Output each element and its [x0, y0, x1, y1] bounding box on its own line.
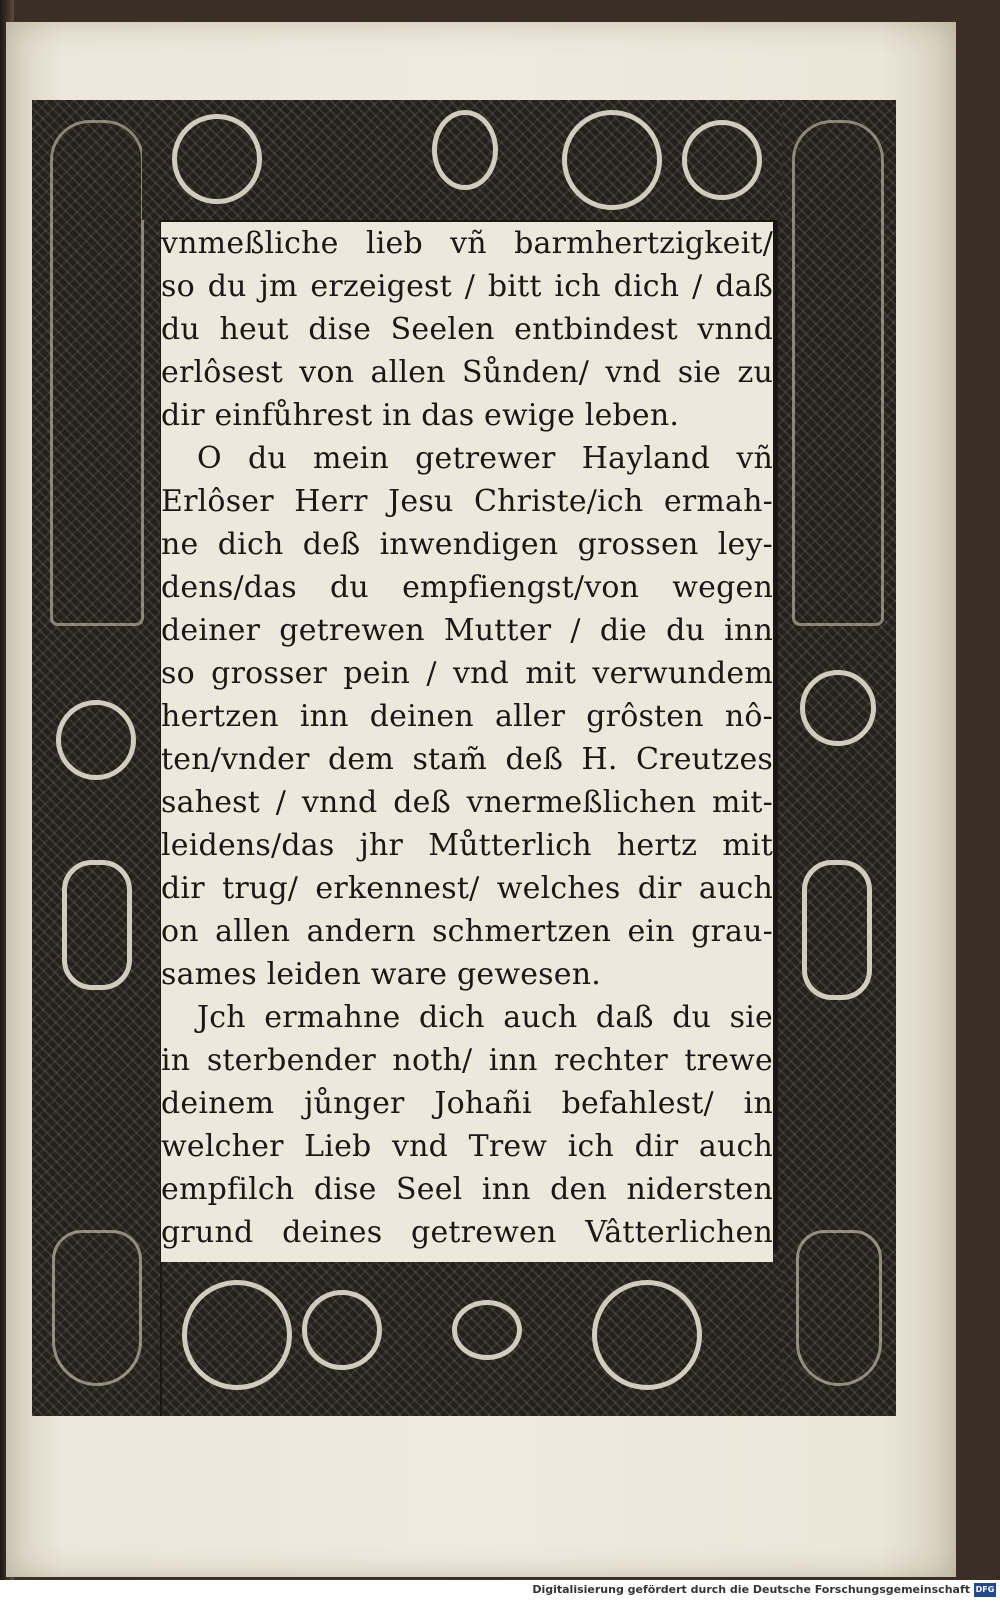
scroll-ornament	[802, 860, 872, 1000]
text-line: vnmeßliche lieb vñ barmhertzigkeit/	[161, 226, 773, 261]
basket-ornament	[452, 1300, 522, 1360]
text-line: dens/das du empfiengst/von wegen	[161, 570, 773, 605]
vase-ornament-left	[52, 1230, 142, 1386]
face-mask-ornament	[432, 110, 498, 190]
text-line: du heut dise Seelen entbindest vnnd	[161, 312, 773, 347]
text-line: ne dich deß inwendigen grossen ley-	[161, 527, 773, 562]
text-line: Erlôser Herr Jesu Christe/ich ermah-	[161, 484, 773, 519]
scroll-ornament	[302, 1290, 382, 1370]
scroll-ornament	[172, 114, 262, 204]
text-line: dir trug/ erkennest/ welches dir auch	[161, 871, 773, 906]
text-line: leidens/das jhr Můtterlich hertz mit	[161, 828, 773, 863]
scroll-ornament	[56, 700, 136, 780]
right-border-panel	[778, 100, 896, 1416]
funding-credit: Digitalisierung gefördert durch die Deutsche Forschungsgemeinschaft	[532, 1583, 970, 1596]
left-border-panel	[32, 100, 160, 1416]
text-line: grund deines getrewen Vâtterlichen	[161, 1215, 773, 1250]
text-line: in sterbender noth/ inn rechter trewe	[161, 1043, 773, 1078]
book-page	[6, 22, 956, 1577]
text-line: on allen andern schmertzen ein grau-	[161, 914, 773, 949]
text-line: dir einfůhrest in das ewige leben.	[161, 398, 680, 433]
text-line: Jch ermahne dich auch daß du sie	[197, 1000, 773, 1035]
top-border-band	[142, 100, 782, 220]
text-line: erlôsest von allen Sůnden/ vnd sie zu	[161, 355, 773, 390]
dfg-logo: DFG	[974, 1583, 996, 1597]
scroll-ornament	[562, 110, 662, 210]
scroll-ornament	[62, 860, 132, 990]
text-line: hertzen inn deinen aller grôsten nô-	[161, 699, 773, 734]
scroll-ornament	[682, 120, 762, 200]
text-line: deinem jůnger Johañi befahlest/ in	[161, 1086, 773, 1121]
text-line: so grosser pein / vnd mit verwundem	[161, 656, 773, 691]
vase-ornament-right	[796, 1230, 882, 1386]
scroll-ornament	[182, 1280, 292, 1390]
digitization-footer	[0, 1580, 1000, 1602]
scroll-ornament	[800, 670, 876, 746]
text-line: deiner getrewen Mutter / die du inn	[161, 613, 773, 648]
scroll-ornament	[592, 1280, 702, 1390]
text-line: O du mein getrewer Hayland vñ	[197, 441, 773, 476]
text-line: sahest / vnnd deß vnermeßlichen mit-	[161, 785, 773, 820]
bottom-border-band	[162, 1250, 782, 1416]
text-line: empfilch dise Seel inn den nidersten	[161, 1172, 773, 1207]
text-line: welcher Lieb vnd Trew ich dir auch	[161, 1129, 773, 1164]
saint-figure-left	[50, 120, 144, 626]
text-line: ten/vnder dem stam̃ deß H. Creutzes	[161, 742, 773, 777]
text-line: sames leiden ware gewesen.	[161, 957, 601, 992]
text-block	[161, 222, 773, 1262]
text-line: so du jm erzeigest / bitt ich dich / daß	[161, 269, 773, 304]
saint-figure-right	[792, 120, 884, 626]
